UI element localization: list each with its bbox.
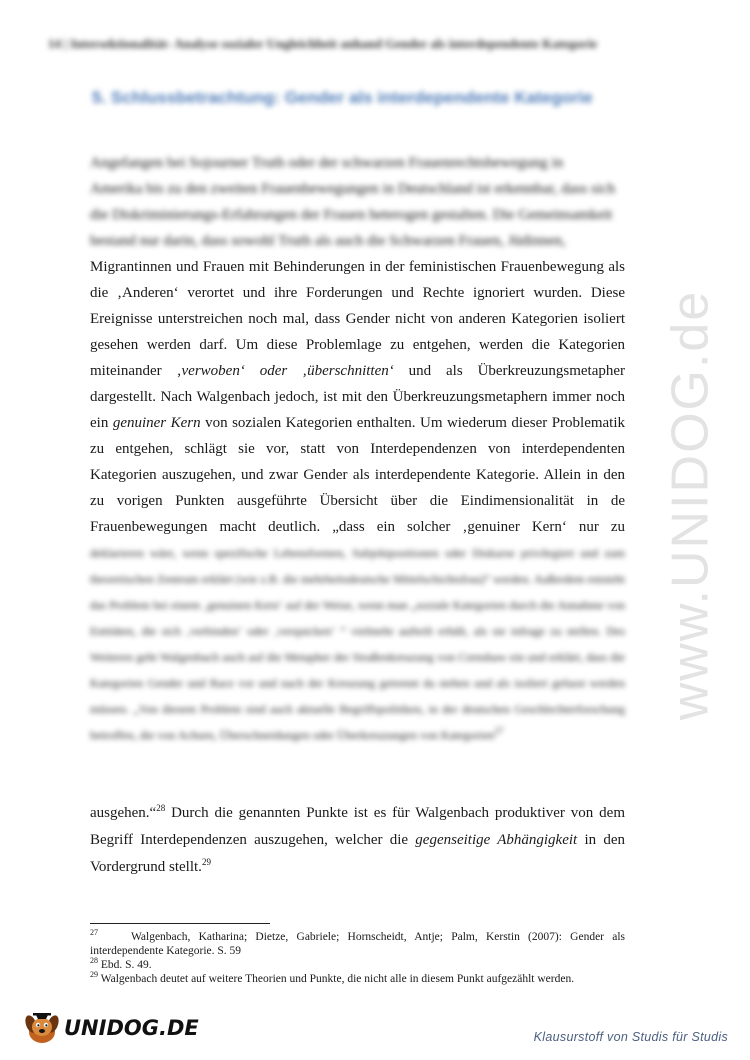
text-line: zu vorigen Punkten ausgeführte Übersicht über die Eindimensionalität in de xyxy=(90,493,625,509)
footnote-marker: 29 xyxy=(201,857,211,867)
text-line: Migrantinnen und Frauen mit Behinderungen in der feministischen Frauenbewegung als xyxy=(90,259,625,275)
blurred-line: Angefangen bei Sojourner Truth oder der schwarzen Frauenrechtsbewegung in xyxy=(90,155,564,171)
footnote-number: 29 xyxy=(90,970,98,980)
visible-paragraph-end xyxy=(90,800,625,881)
footnote-marker: 27 xyxy=(494,726,504,736)
unidog-logo[interactable] xyxy=(22,1010,199,1046)
blurred-paragraph-middle xyxy=(90,540,625,748)
text-line: dargestellt. Nach Walgenbach jedoch, ist mit den Überkreuzungsmetaphern immer noch xyxy=(90,389,625,405)
text-line xyxy=(90,800,625,827)
footnotes xyxy=(90,930,625,986)
footnote-divider xyxy=(90,923,270,924)
text-fragment: ein xyxy=(90,415,113,431)
blurred-text: deklarieren wäre, wenn spezifische Lebensformen, Subjektpositionen oder Diskurse privilegiert und zum theoretischen Zentrum erklärt (wie z.B. die mehrheitsdeutsche Mittelschichtsfrau)“ werden. Außerdem entsteht das Problem bei einem ‚genuinen Kern‘ auf der Weise, wenn man „soziale Kategorien durch die Annahme von Entitäten, die sich ‚verbinden‘ oder ‚verquicken‘ “ vielmehr aufteilt erhält, als sie infrage zu stellen. Des Weiteren geht Walgenbach auch auf die Metapher der Straßenkreuzung von Crenshaw ein und erklärt, dass die Kategorien Gender und Race vor und nach der Kreuzung getrennt da stehen und als isoliert gefasst werden müssen. „Von diesem Problem sind auch aktuelle Begriffspolitiken, in der deutschen Geschlechterforschung betroffen, die von Achsen, Überschneidungen oder Überkreuzungen von Kategorien xyxy=(90,546,625,742)
blurred-line: die Diskriminierungs-Erfahrungen der Frauen heterogen gestalten. Die Gemeinsamkeit xyxy=(90,207,613,223)
text-line xyxy=(90,827,625,854)
dog-mascot-icon xyxy=(22,1010,62,1046)
footnote-text: Walgenbach, Katharina; Dietze, Gabriele; Hornscheidt, Antje; Palm, Kerstin (2007): Gender als interdependente Kategorie. S. 59 xyxy=(90,931,626,957)
text-line xyxy=(90,410,625,436)
footnote-marker: 28 xyxy=(156,803,166,813)
visible-paragraph xyxy=(90,254,625,540)
blurred-line: bestand nur darin, dass sowohl Truth als auch die Schwarzen Frauen, Jüdinnen, xyxy=(90,233,566,249)
text-fragment: und als Überkreuzungsmetapher xyxy=(408,363,626,379)
text-fragment: ausgehen.“ xyxy=(90,805,157,821)
text-fragment: Vordergrund stellt. xyxy=(90,859,202,875)
italic-term: genuiner Kern xyxy=(112,415,201,431)
text-fragment: in den xyxy=(577,832,625,848)
text-line: zu entgehen, schlägt sie vor, statt von Interdependenzen von interdependenten xyxy=(90,441,625,457)
text-line: Ereignisse unterstreichen noch mal, dass Gender nicht von anderen Kategorien isoliert xyxy=(90,311,625,327)
text-line: gesehen werden darf. Um diese Problemlage zu entgehen, werden die Kategorien xyxy=(90,337,625,353)
blurred-paragraph-top xyxy=(90,150,625,254)
footnote xyxy=(90,958,625,972)
text-fragment: von sozialen Kategorien enthalten. Um wiederum dieser Problematik xyxy=(205,415,626,431)
footnote-number: 28 xyxy=(90,956,98,966)
running-head: 14 | Intersektionalität- Analyse sozialer Ungleichheit anhand Gender als interdependente Kategorie xyxy=(48,36,598,51)
text-line xyxy=(90,854,625,881)
tagline: Klausurstoff von Studis für Studis xyxy=(533,1030,728,1044)
footnote xyxy=(90,930,625,958)
logo-text: UNIDOG.DE xyxy=(64,1016,199,1040)
text-line: die ‚Anderen‘ verortet und ihre Forderungen und Rechte ignoriert wurden. Diese xyxy=(90,285,625,301)
text-line: Frauenbewegungen macht deutlich. „dass ein solcher ‚genuiner Kern‘ nur zu xyxy=(90,519,625,535)
text-fragment: miteinander xyxy=(90,363,177,379)
text-fragment: Begriff Interdependenzen auszugehen, welcher die xyxy=(90,832,416,848)
italic-term: ‚verwoben‘ oder ‚überschnitten‘ xyxy=(176,363,394,379)
text-fragment: Durch die genannten Punkte ist es für Walgenbach produktiver von dem xyxy=(165,805,625,821)
blurred-line: Amerika bis zu den zweiten Frauenbewegungen in Deutschland ist erkennbar, dass sich xyxy=(90,181,616,197)
section-heading: 5. Schlussbetrachtung: Gender als interdependente Kategorie xyxy=(92,88,593,107)
text-line: Kategorien auszugehen, und zwar Gender als interdependente Kategorie. Allein in den xyxy=(90,467,625,483)
footnote-text: Ebd. S. 49. xyxy=(100,959,152,971)
footnote-text: Walgenbach deutet auf weitere Theorien und Punkte, die nicht alle in diesem Punkt aufgezählt werden. xyxy=(100,973,575,985)
watermark-text: www.UNIDOG.de xyxy=(661,289,719,721)
watermark xyxy=(660,270,720,740)
footnote xyxy=(90,972,625,986)
text-line xyxy=(90,358,625,384)
italic-term: gegenseitige Abhängigkeit xyxy=(415,832,578,848)
footnote-number: 27 xyxy=(90,928,98,938)
